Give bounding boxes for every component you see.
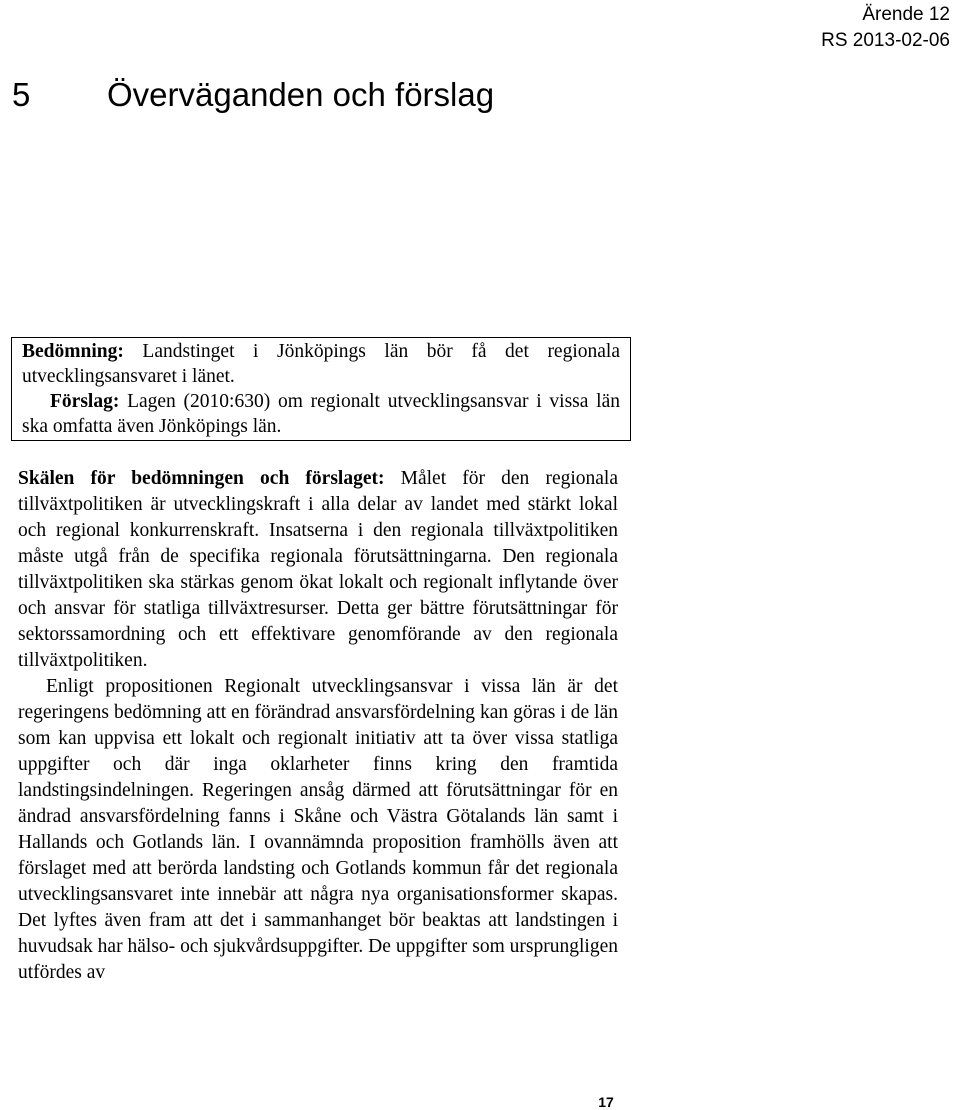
reasons-paragraph [18,466,618,674]
page-number: 17 [598,1094,614,1110]
chapter-title: Överväganden och förslag [107,76,495,113]
assessment-text: Landstinget i Jönköpings län bör få det regionala utvecklingsansvaret i länet. [22,341,620,387]
reasons-label: Skälen för bedömningen och förslaget: [18,468,385,489]
proposal-text: Lagen (2010:630) om regionalt utvecklingsansvar i vissa län ska omfatta även Jönköpings län. [22,391,620,437]
proposal-label: Förslag: [50,391,120,412]
proposal-paragraph [22,389,620,439]
chapter-heading [12,72,494,118]
assessment-label: Bedömning: [22,341,124,362]
body-text [18,466,618,986]
assessment-paragraph [22,339,620,389]
case-label: Ärende 12 [862,4,950,25]
summary-box [11,337,631,441]
document-header [821,2,950,54]
reasons-text: Målet för den regionala tillväxtpolitiken är utvecklingskraft i alla delar av landet med stärkt lokal och regional konkurrenskraft. Insatserna i den regionala tillväxtpolitiken måste utgå från de specifika regionala förutsättningarna. Den regionala tillväxtpolitiken ska stärkas genom ökat lokalt och regionalt inflytande över och ansvar för statliga tillväxtresurser. Detta ger bättre förutsättningar för sektorssamordning och ett effektivare genomförande av den regionala tillväxtpolitiken. [18,468,618,671]
body-paragraph: Enligt propositionen Regionalt utvecklingsansvar i vissa län är det regeringens bedömning att en förändrad ansvarsfördelning kan göras i de län som kan uppvisa ett lokalt och regionalt initiativ att ta över vissa statliga uppgifter och där inga oklarheter finns kring den framtida landstingsindelningen. Regeringen ansåg därmed att förutsättningar för en ändrad ansvarsfördelning fanns i Skåne och Västra Götalands län samt i Hallands och Gotlands län. I ovannämnda proposition framhölls även att förslaget med att berörda landsting och Gotlands kommun får det regionala utvecklingsansvaret inte innebär att några nya organisationsformer skapas. Det lyftes även fram att det i sammanhanget bör beaktas att landstingen i huvudsak har hälso- och sjukvårdsuppgifter. De uppgifter som ursprungligen utfördes av [18,676,618,983]
reference-date: RS 2013-02-06 [821,30,950,51]
chapter-number: 5 [12,76,31,113]
